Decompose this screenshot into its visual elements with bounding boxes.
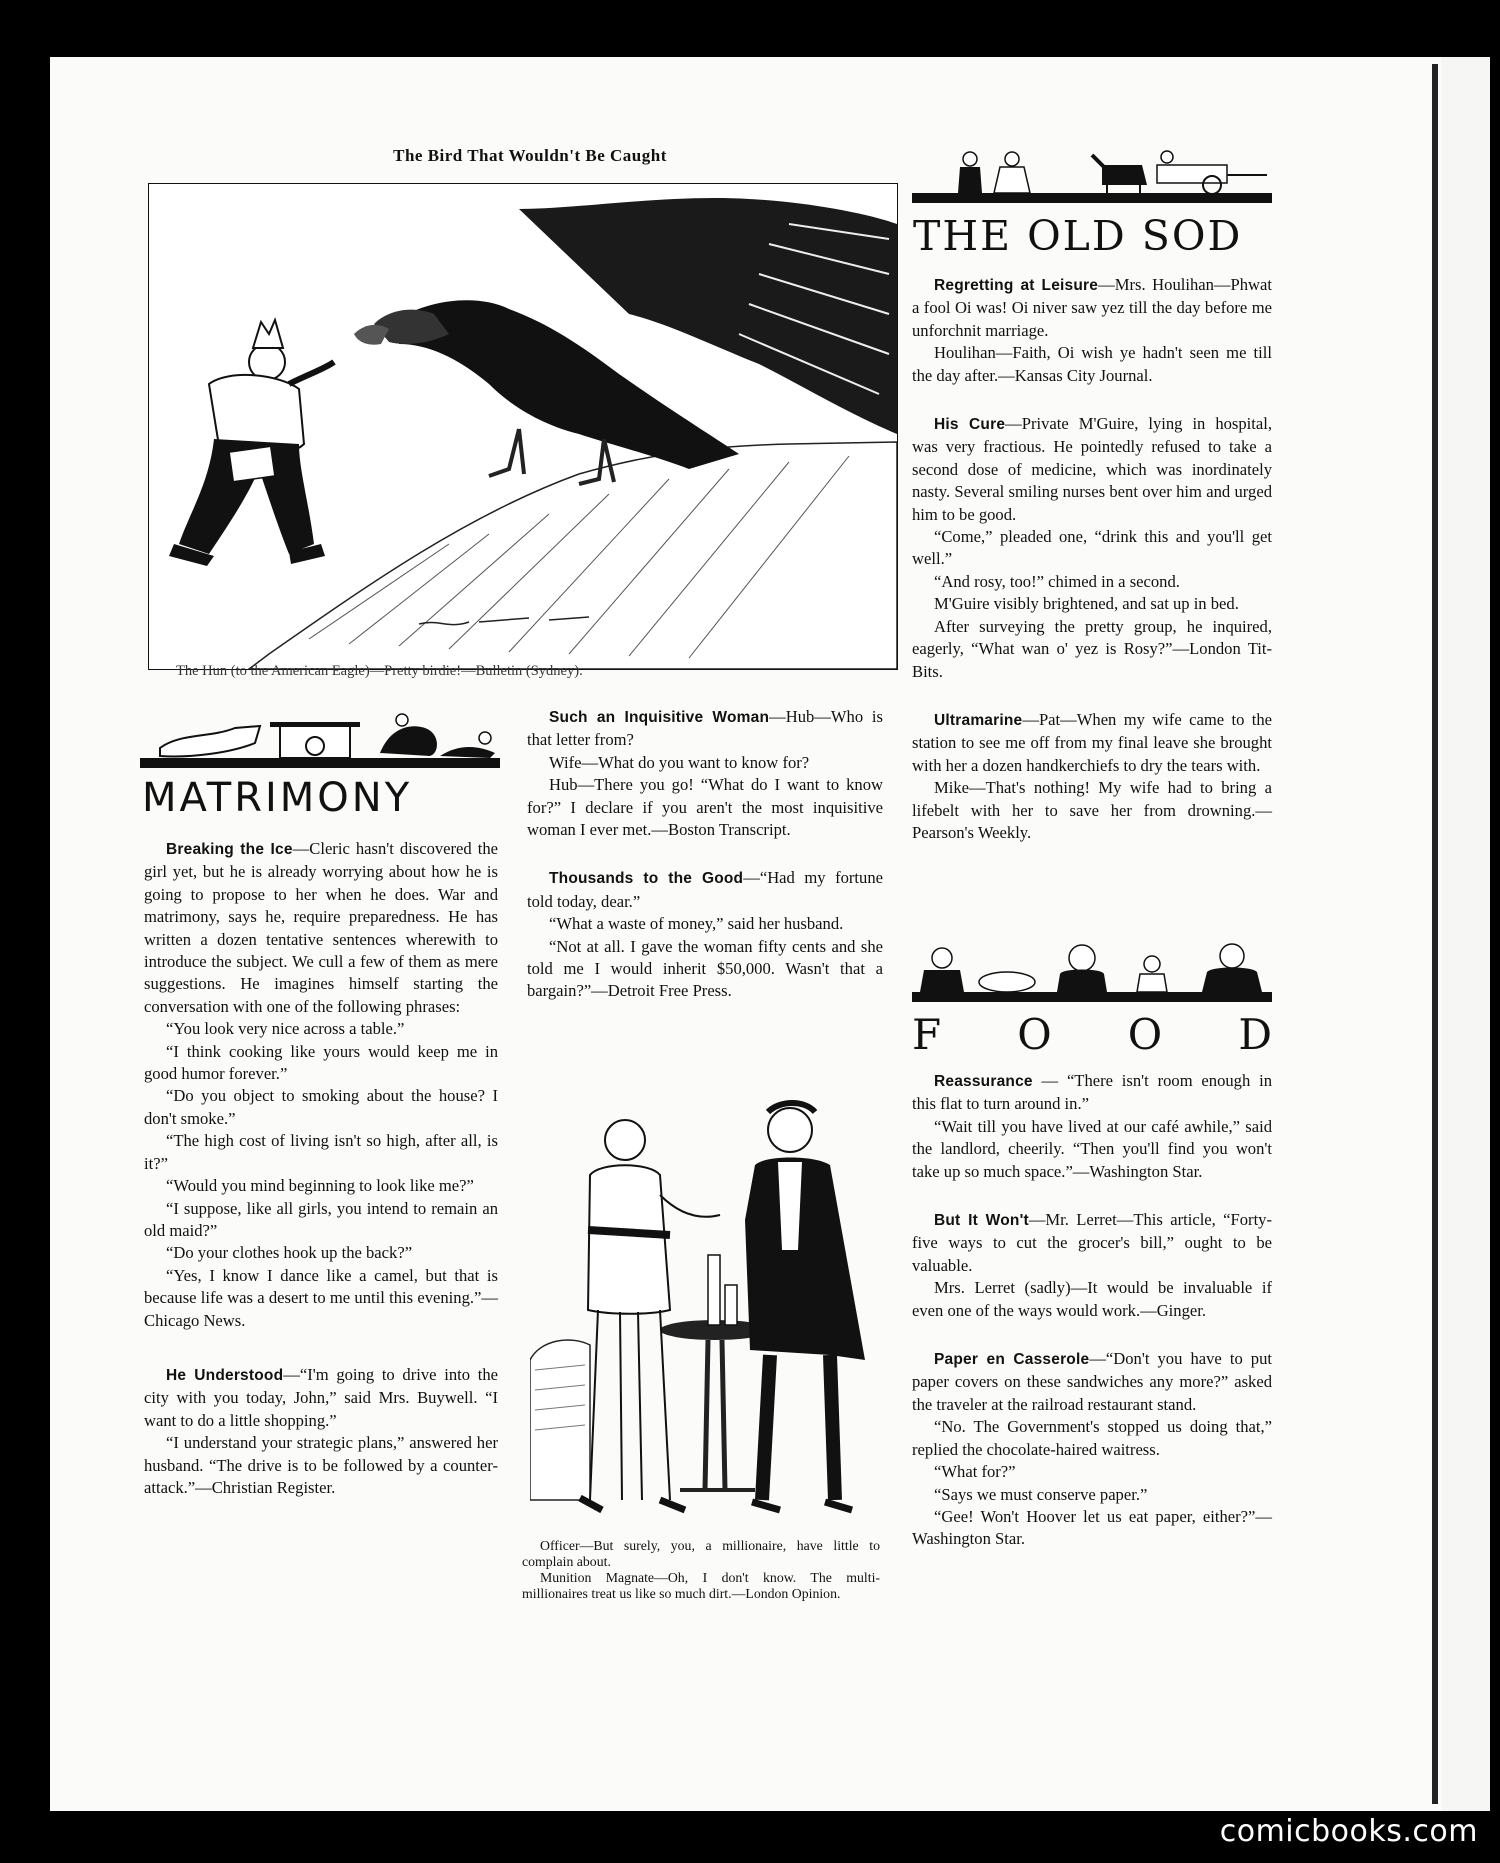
but-it-wont-text-1: —Mr. Lerret—This article, “Forty-five ways to cut the grocer's bill,” ought to be valuable. bbox=[912, 1210, 1272, 1275]
eagle-cartoon bbox=[148, 183, 898, 670]
but-it-wont-lead: But It Won't bbox=[934, 1212, 1029, 1230]
regretting-text-2: Houlihan—Faith, Oi wish ye hadn't seen me till the day after.—Kansas City Journal. bbox=[912, 343, 1272, 385]
page-gutter bbox=[1432, 64, 1438, 1804]
inquisitive-lead: Such an Inquisitive Woman bbox=[549, 709, 770, 726]
column-food bbox=[912, 1070, 1272, 1551]
thousands-text-2: “What a waste of money,” said her husband. bbox=[549, 914, 844, 934]
he-understood-text: —“I'm going to drive into the city with you today, John,” said Mrs. Buywell. “I want to do a little shopping.” bbox=[144, 1364, 498, 1430]
his-cure-lead: His Cure bbox=[934, 416, 1006, 434]
quote-1: “You look very nice across a table.” bbox=[166, 1019, 405, 1039]
facing-page-edge bbox=[1442, 57, 1490, 1811]
paper-en-casserole-text-3: “What for?” bbox=[934, 1462, 1016, 1482]
quote-8: “Yes, I know I dance like a camel, but that is because life was a desert to me until this evening.”—Chicago News. bbox=[144, 1265, 498, 1330]
quote-7: “Do your clothes hook up the back?” bbox=[166, 1243, 413, 1263]
his-cure-text-1: —Private M'Guire, lying in hospital, was very fractious. He pointedly refused to take a second dose of medicine, which was inordinately nasty. Several smiling nurses bent over him and urged him to be good. bbox=[912, 414, 1273, 524]
he-understood-reply: “I understand your strategic plans,” answered her husband. “The drive is to be followed by a counter-attack.”—Christian Register. bbox=[144, 1433, 498, 1497]
reassurance-lead: Reassurance bbox=[934, 1073, 1033, 1090]
breaking-the-ice-lead: Breaking the Ice bbox=[166, 841, 293, 858]
thousands-lead: Thousands to the Good bbox=[549, 870, 744, 888]
officer-illustration bbox=[530, 1100, 880, 1530]
column-matrimony bbox=[144, 838, 498, 1499]
his-cure-text-2: “Come,” pleaded one, “drink this and you'll get well.” bbox=[912, 527, 1272, 569]
food-heading-text: F O O D bbox=[912, 1010, 1272, 1059]
food-heading bbox=[912, 1010, 1272, 1059]
reassurance-text-1: — “There isn't room enough in this flat to turn around in.” bbox=[912, 1071, 1272, 1114]
paper-en-casserole-text-2: “No. The Government's stopped us doing that,” replied the chocolate-haired waitress. bbox=[912, 1417, 1272, 1459]
quote-6: “I suppose, like all girls, you intend to remain an old maid?” bbox=[144, 1198, 498, 1240]
matrimony-heading: MATRIMONY bbox=[142, 775, 413, 821]
his-cure-text-5: After surveying the pretty group, he inquired, eagerly, “What wan o' yez is Rosy?”—London Tit-Bits. bbox=[912, 616, 1272, 681]
food-illustration bbox=[912, 940, 1272, 1002]
old-sod-heading: THE OLD SOD bbox=[913, 212, 1243, 260]
inquisitive-text-3: Hub—There you go! “What do I want to know for?” I declare if you aren't the most inquisitive woman I ever met.—Boston Transcript. bbox=[527, 775, 883, 840]
old-sod-illustration bbox=[912, 145, 1272, 203]
cartoon-caption: The Hun (to the American Eagle)—Pretty birdie!—Bulletin (Sydney). bbox=[176, 663, 583, 679]
but-it-wont-text-2: Mrs. Lerret (sadly)—It would be invaluable if even one of the ways would work.—Ginger. bbox=[912, 1278, 1272, 1320]
inquisitive-text-1: —Hub—Who is that letter from? bbox=[527, 707, 883, 750]
inquisitive-text-2: Wife—What do you want to know for? bbox=[549, 752, 810, 772]
officer-caption-1: Officer—But surely, you, a millionaire, have little to complain about. bbox=[522, 1538, 880, 1569]
ultramarine-lead: Ultramarine bbox=[934, 711, 1023, 729]
quote-3: “Do you object to smoking about the house? I don't smoke.” bbox=[144, 1086, 498, 1128]
cartoon-title: The Bird That Wouldn't Be Caught bbox=[393, 146, 667, 165]
quote-2: “I think cooking like yours would keep me in good humor forever.” bbox=[144, 1041, 498, 1084]
his-cure-text-3: “And rosy, too!” chimed in a second. bbox=[934, 571, 1180, 591]
thousands-text-1: —“Had my fortune told today, dear.” bbox=[527, 868, 883, 911]
officer-caption-2: Munition Magnate—Oh, I don't know. The multi-millionaires treat us like so much dirt.—London Opinion. bbox=[522, 1570, 880, 1601]
column-middle bbox=[527, 706, 883, 1003]
paper-en-casserole-text-1: —“Don't you have to put paper covers on these sandwiches any more?” asked the traveler at the railroad restaurant stand. bbox=[912, 1349, 1273, 1414]
site-watermark: comicbooks.com bbox=[1219, 1814, 1478, 1849]
his-cure-text-4: M'Guire visibly brightened, and sat up in bed. bbox=[934, 594, 1239, 614]
regretting-text-1: —Mrs. Houlihan—Phwat a fool Oi was! Oi niver saw yez till the day before me unforchnit marriage. bbox=[912, 275, 1273, 340]
reassurance-text-2: “Wait till you have lived at our café awhile,” said the landlord, cheerily. “Then you'll find you won't take up so much space.”—Washington Star. bbox=[912, 1116, 1272, 1181]
ultramarine-text-2: Mike—That's nothing! My wife had to bring a lifebelt with her to save her from drowning.—Pearson's Weekly. bbox=[912, 778, 1272, 842]
paper-en-casserole-text-4: “Says we must conserve paper.” bbox=[934, 1484, 1148, 1504]
column-old-sod bbox=[912, 274, 1272, 844]
paper-en-casserole-text-5: “Gee! Won't Hoover let us eat paper, either?”—Washington Star. bbox=[912, 1506, 1272, 1549]
he-understood-lead: He Understood bbox=[166, 1366, 284, 1384]
paper-en-casserole-lead: Paper en Casserole bbox=[934, 1351, 1090, 1369]
regretting-lead: Regretting at Leisure bbox=[934, 277, 1099, 294]
matrimony-illustration bbox=[140, 708, 500, 768]
breaking-the-ice-text: —Cleric hasn't discovered the girl yet, but he is already worrying about how he is going to propose to her when he does. War and matrimony, says he, require preparedness. He has written a dozen tentative sentences wherewith to introduce the subject. We cull a few of them as mere suggestions. He imagines himself starting the conversation with one of the following phrases: bbox=[144, 839, 498, 1016]
officer-caption bbox=[522, 1538, 880, 1602]
quote-5: “Would you mind beginning to look like me?” bbox=[166, 1176, 474, 1196]
ultramarine-text-1: —Pat—When my wife came to the station to see me off from my final leave she brought with her a dozen handkerchiefs to dry the tears with. bbox=[912, 709, 1272, 775]
thousands-text-3: “Not at all. I gave the woman fifty cents and she told me I would inherit $50,000. Wasn't that a bargain?”—Detroit Free Press. bbox=[527, 936, 883, 1001]
quote-4: “The high cost of living isn't so high, after all, is it?” bbox=[144, 1131, 498, 1173]
